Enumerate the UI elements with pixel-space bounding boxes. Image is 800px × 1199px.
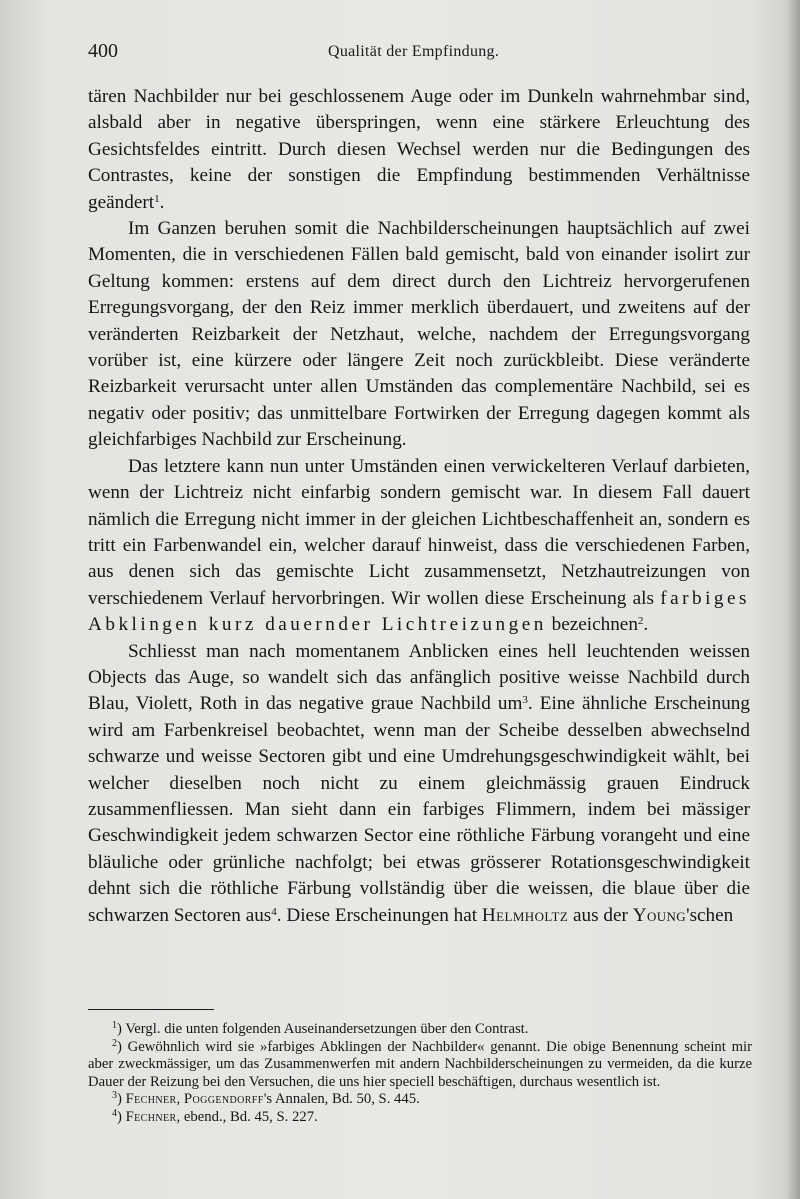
paragraph-4-text-b: . Eine ähnliche Erscheinung wird am Farbenkreisel beobachtet, wenn man der Scheibe desselben abwechselnd schwarze und weisse Sectoren gibt und eine Umdrehungsgeschwindigkeit wählt, bei welcher dieselben noch nicht zu einem gleichmässig grauen Eindruck zusammenfliessen. Man sieht dann ein farbiges Flimmern, indem bei mässiger Geschwindigkeit jedem schwarzen Sector eine röthliche Färbung vorangeht und eine bläuliche oder grünliche nachfolgt; bei etwas grösserer Rotationsgeschwindigkeit dehnt sich die röthliche Färbung vollständig über die weissen, die blaue über die schwarzen Sectoren aus — [88, 693, 750, 926]
paragraph-3-end: . — [643, 614, 649, 636]
footnote-3: $^3$) Fechner, Poggendorff's Annalen, Bd. 50, S. 445. — [112, 1090, 420, 1108]
page-header — [88, 40, 752, 70]
footnote-ref-3: 3 — [522, 694, 528, 707]
footnote-3-sep: , — [176, 1091, 184, 1108]
paragraph-4-end: 'schen — [686, 904, 734, 926]
paragraph-4-text: Schliesst man nach momentanem Anblicken eines hell leuchtenden weissen Objects das Auge, so wandelt sich das anfänglich positive weisse Nachbild durch Blau, Violett, Roth in das negative graue Nachbild um — [88, 640, 750, 715]
paragraph-4 — [88, 639, 750, 929]
paragraph-2-text: Im Ganzen beruhen somit die Nachbilderscheinungen hauptsächlich auf zwei Momenten, die in verschiedenen Fällen bald gemischt, bald von einander isolirt zur Geltung kommen: erstens auf dem direct durch den Lichtreiz hervorgerufenen Erregungsvorgang, der den Reiz immer merklich überdauert, und zweitens auf der veränderten Reizbarkeit der Netzhaut, welche, nachdem der Erregungsvorgang vorüber ist, eine kürzere oder längere Zeit noch zurückbleibt. Diese veränderte Reizbarkeit verursacht unter allen Umständen das complementäre Nachbild, sei es negativ oder positiv; das unmittelbare Fortwirken der Erregung dagegen kommt als gleichfarbiges Nachbild zur Erscheinung. — [88, 218, 750, 451]
footnote-ref-4: 4 — [271, 905, 277, 918]
footnote-1-text: Vergl. die unten folgenden Auseinandersetzungen über den Contrast. — [125, 1021, 529, 1037]
footnote-ref-2: 2 — [637, 615, 644, 628]
author-name-helmholtz: Helmholtz — [481, 904, 569, 926]
footnote-1: $^1$) Vergl. die unten folgenden Auseinandersetzungen über den Contrast. — [112, 1020, 529, 1037]
footnote-separator — [88, 1009, 214, 1010]
paragraph-4-text-d: aus der — [573, 904, 628, 926]
footnote-3-editor: Poggendorff — [183, 1091, 264, 1108]
main-text — [88, 84, 750, 929]
footnote-4-text: , ebend., Bd. 45, S. 227. — [176, 1108, 318, 1125]
paragraph-1 — [88, 84, 750, 216]
paragraph-1-end: . — [159, 191, 165, 213]
footnote-3-mark: 3 — [112, 1090, 117, 1102]
footnote-2-mark: 2 — [112, 1037, 117, 1049]
paragraph-4-text-c: . Diese Erscheinungen hat — [276, 904, 478, 926]
footnote-3-text: 's Annalen, Bd. 50, S. 445. — [263, 1091, 420, 1108]
footnote-3-author: Fechner — [125, 1091, 177, 1108]
footnote-2: $^2$) Gewöhnlich wird sie »farbiges Abklingen der Nachbilder« genannt. Die obige Benennung scheint mir aber zweckmässiger, um das Zusammenwerfen mit andern Nachbilderscheinungen zu vermeiden, da die kurze Dauer der Reizung bei den Versuchen, die uns hier speciell beschäftigen, durchaus wesentlich ist. — [88, 1037, 752, 1090]
paragraph-3-text: Das letztere kann nun unter Umständen einen verwickelteren Verlauf darbieten, wenn der Lichtreiz nicht einfarbig sondern gemischt war. In diesem Fall dauert nämlich die Erregung nicht immer in der gleichen Lichtbeschaffenheit an, sondern es tritt ein Farbenwandel ein, welcher darauf hinweist, dass die verschiedenen Farben, aus denen sich das gemischte Licht zusammensetzt, Netzhautreizungen von verschiedenem Verlauf hervorbringen. Wir wollen diese Erscheinung als — [88, 455, 750, 609]
paragraph-3-text-b: bezeichnen — [551, 614, 638, 636]
spaced-term: farbiges Abklingen kurz dauernder Lichtreizungen — [88, 587, 751, 636]
footnote-ref-1: 1 — [154, 192, 160, 205]
page-gutter-shadow — [786, 0, 800, 1199]
footnote-4: $^4$) Fechner, ebend., Bd. 45, S. 227. — [112, 1107, 318, 1125]
footnote-4-author: Fechner — [125, 1108, 177, 1125]
page-number: 400 — [88, 40, 118, 62]
footnote-2-text: Gewöhnlich wird sie »farbiges Abklingen der Nachbilder« genannt. Die obige Benennung scheint mir aber zweckmässiger, um das Zusammenwerfen mit andern Nachbilderscheinungen zu vermeiden, da die kurze Dauer der Reizung bei den Versuchen, die uns hier speciell beschäftigen, durchaus wesentlich ist. — [88, 1038, 752, 1090]
footnotes — [88, 1021, 752, 1127]
paragraph-2 — [88, 216, 750, 454]
author-name-young: Young — [632, 904, 687, 926]
footnote-4-mark: 4 — [112, 1107, 117, 1119]
paragraph-3 — [88, 454, 750, 639]
footnote-1-mark: 1 — [112, 1020, 117, 1031]
running-title: Qualität der Empfindung. — [328, 43, 500, 60]
paragraph-1-text: tären Nachbilder nur bei geschlossenem Auge oder im Dunkeln wahrnehmbar sind, alsbald aber in negative überspringen, wenn eine stärkere Erleuchtung des Gesichtsfeldes eintritt. Durch diesen Wechsel werden nur die Bedingungen des Contrastes, keine der sonstigen die Empfindung bestimmenden Verhältnisse geändert — [88, 86, 750, 213]
